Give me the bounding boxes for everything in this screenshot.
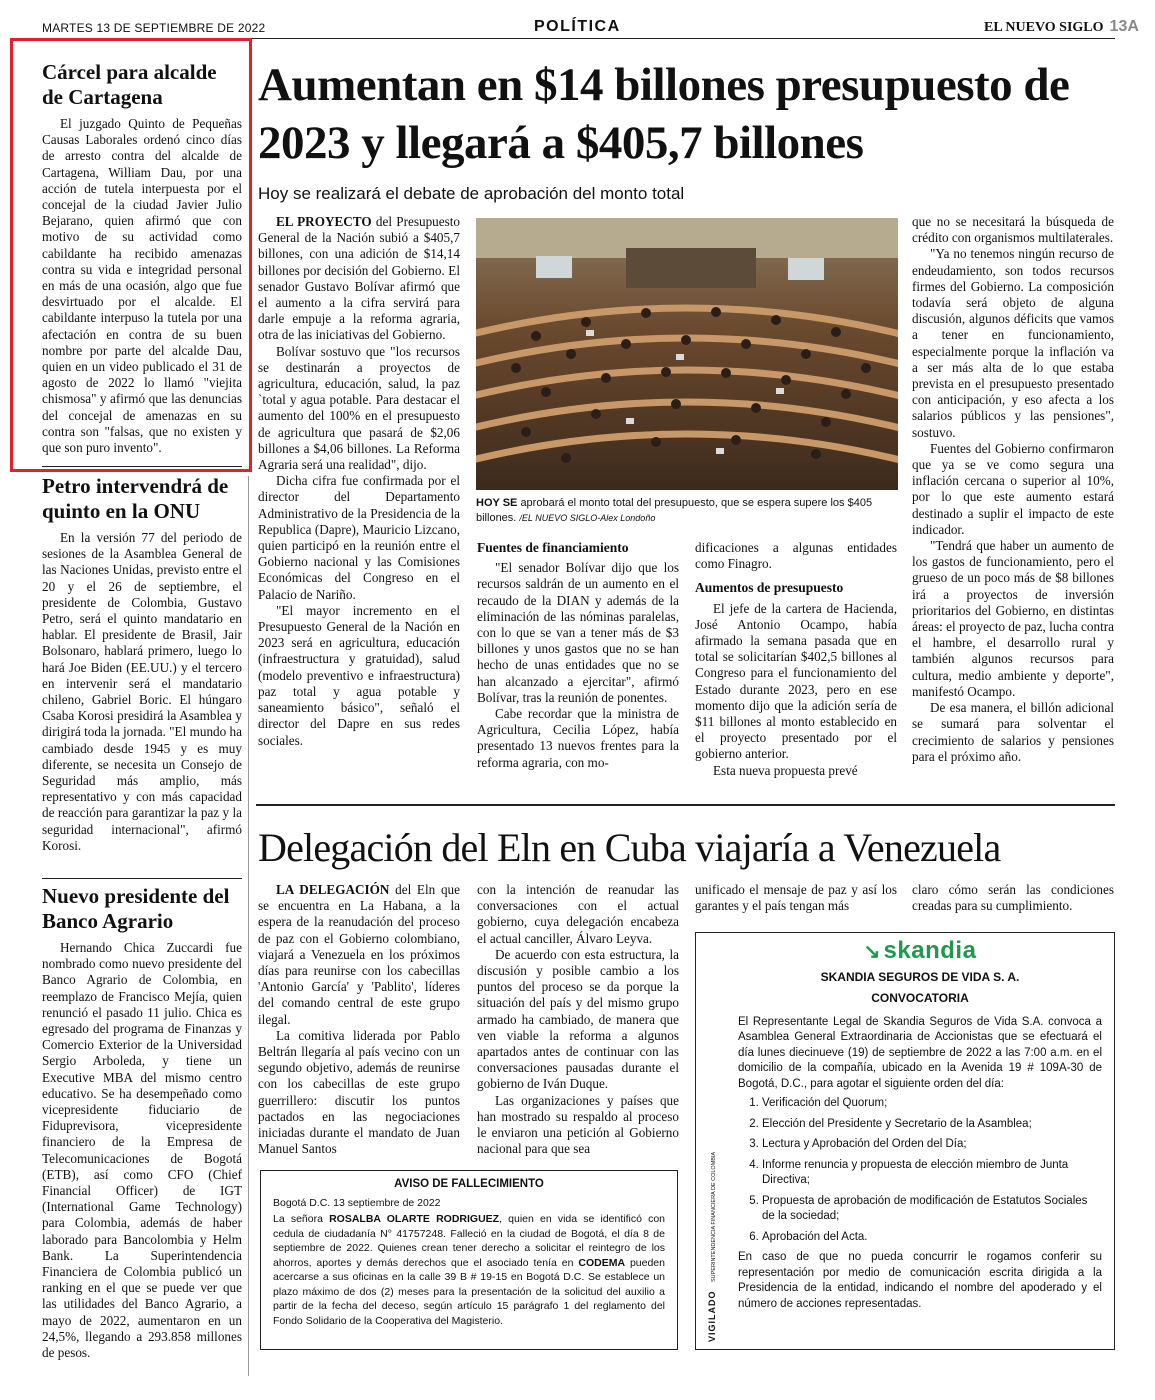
main-col3-p1: El jefe de la cartera de Hacienda, José Antonio Ocampo, había afirmado la semana pasada que en total se solicitarían $402,5 billones al Congreso para el funcionamiento del Estado durante 2023, pero en ese momento dijo que la adición sería de $11 billones al monto establecido en el proyecto presentado por el gobierno anterior. [695,600,897,762]
sidebar-story-3 [42,884,242,1364]
obituary-text-pre: La señora [273,1213,330,1225]
main-subhead: Hoy se realizará el debate de aprobación del monto total [258,184,685,203]
obituary-text [273,1212,665,1328]
main-col1-p4: "El mayor incremento en el Presupuesto General de la Nación en 2023 será en agricultura, educación (infraestructura y gratuidad), salud (modelo preventivo e infraestructura) paz total y agua potable y saneamiento básico", señaló el director del Dapre en sus redes sociales. [258,602,460,748]
ad-company: SKANDIA SEGUROS DE VIDA S. A. [820,969,1020,984]
sidebar-rule-2 [42,878,242,879]
second-col-1 [258,882,460,1158]
ad-agenda-list [738,1096,1102,1245]
second-col1-p2: La comitiva liderada por Pablo Beltrán llegaría al país vecino con un segundo objetivo, además de reunirse con los cabecillas de este grupo guerrillero: discutir los puntos pactados en las negociaciones iniciadas durante el mandato de Juan Manuel Santos [258,1027,460,1157]
obituary-text-post: pueden acercarse a sus oficinas en la calle 39 B # 19-15 en Bogotá D.C. Se establece un plazo máximo de dos (2) meses para la presentación de la solicitud del auxilio a partir de la fecha del deceso, según artículo 15 parágrafo 1 del reglamento del Fondo Solidario de la Cooperativa del Magisterio. [273,1256,665,1327]
sidebar-vertical-rule [248,476,249,1376]
second-col2-p1: De acuerdo con esta estructura, la discusión y posible cambio a los puntos del proceso se da porque la situación del país y del mismo grupo armado ha cambiado, de manera que ven viable la reforma a algunos apartados antes de continuar con las conversaciones pausadas durante el gobierno de Iván Duque. [477,946,679,1092]
main-col-3 [695,540,897,800]
main-col4-p1: "Ya no tenemos ningún recurso de endeudamiento, son todos recursos firmes del Gobierno. La composición todavía será objeto de alguna discusión, algunos déficits que vamos a tener en funcionamiento, especialmente porque la inflación va a ser más alta de lo que estaba prevista en el presupuesto presentado con anticipación, y eso afecta a los salarios públicos y las pensiones", sostuvo. [912,246,1114,440]
second-col2-start: con la intención de reanudar las conversaciones con el actual gobierno, cuya delegación encabeza el actual canciller, Álvaro Leyva. [477,882,679,946]
header-date: MARTES 13 DE SEPTIEMBRE DE 2022 [42,21,266,35]
sidebar-body-1: El juzgado Quinto de Pequeñas Causas Laborales ordenó cinco días de arresto contra del alcalde de Cartagena, William Dau, por una acción de tutela interpuesta por el concejal de la ciudad Javier Julio Bejarano, quien afirmó que con motivo de su actividad como cabildante ha recibido amenazas contra su vida e integridad personal en más de una ocasión, algo que fue desvirtuado por el alcalde. El cabildante interpuso la tutela por una afectación en contra de su buen nombre por parte del alcalde Dau, quien en un video publicado el 31 de agosto de 2022 lo llamó "viejita chismosa" y afirmó que las denuncias del concejal de amenazas en su contra son "falsas, que no existen y que son puro invento". [42,116,242,456]
main-lead-caps: EL PROYECTO [276,214,372,229]
obituary-date: Bogotá D.C. 13 septiembre de 2022 [273,1196,441,1209]
second-col-2 [477,882,679,1158]
second-col-4 [912,882,1114,922]
skandia-logo-icon: ↘ [863,941,881,963]
sidebar-title-1: Cárcel para alcalde de Cartagena [42,60,217,109]
skandia-logo-text: skandia [883,937,977,964]
main-col1-p1: del Presupuesto General de la Nación subió a $405,7 billones, con una adición de $14,14 billones por decisión del Gobierno. El senador Gustavo Bolívar afirmó que el aumento a la cifra servirá para darle empuje a la reforma agraria, otra de las iniciativas del Gobierno. [258,214,460,343]
header-paper: EL NUEVO SIGLO [984,20,1104,35]
second-headline: Delegación del Eln en Cuba viajaría a Venezuela [258,825,1001,870]
obituary-title: AVISO DE FALLECIMIENTO [394,1178,544,1190]
sidebar-story-1 [42,60,242,460]
ad-item: 5. Propuesta de aprobación de modificación de Estatutos Sociales de la sociedad; [762,1194,1102,1225]
photo-caption [476,496,896,526]
sidebar-body-3: Hernando Chica Zuccardi fue nombrado como nuevo presidente del Banco Agrario de Colombia, en reemplazo de Francisco Mejía, quien renunció el pasado 11 julio. Chica es egresado del programa de Finanzas y Comercio Exterior de la Universidad Sergio Arboleda, y tiene un Executive MBA del mismo centro educativo. Se ha desempeñado como vicepresidente fiduciario de Fiduprevisora, vicepresidente financiero de la Empresa de Telecomunicaciones de Bogotá (ETB), así como CFO (Chief Financial Officer) de IGT (International Game Technology) para Colombia, además de haber laborado para Bancolombia y Helm Bank. La Superintendencia Financiera de Colombia publicó un ranking en el que se puede ver que las utilidades del Banco Agrario, a mayo de 2022, aumentaron en un 24,5%, llegando a 293.858 millones de pesos. [42,940,242,1361]
main-col3-start: dificaciones a algunas entidades como Finagro. [695,540,897,572]
obituary-box [260,1170,678,1350]
sidebar-rule-1 [42,466,242,467]
header-masthead [984,18,1139,36]
main-col4-start: que no se necesitará la búsqueda de crédito con organismos multilaterales. [912,214,1114,246]
obituary-org: CODEMA [578,1256,626,1269]
main-headline: Aumentan en $14 billones presupuesto de 2023 y llegará a $405,7 billones [258,59,1070,169]
second-col3-start: unificado el mensaje de paz y así los garantes y el país tengan más [695,882,897,914]
sidebar-title-3: Nuevo presidente del Banco Agrario [42,884,230,933]
sidebar-body-2: En la versión 77 del periodo de sesiones de la Asamblea General de las Naciones Unidas, previsto entre el 20 y el 26 de septiembre, el presidente de Colombia, Gustavo Petro, será el quinto mandatario en hablar. El presidente de Brasil, Jair Bolsonaro, hablará primero, luego lo hará Joe Biden (EE.UU.) y el tercero en intervenir será el mandatario chileno, Gabriel Boric. El húngaro Csaba Korosi presidirá la Asamblea y dirigirá toda la jornada. "El mundo ha cambiado desde 1945 y es muy diferente, se necesita un Consejo de Seguridad más amplio, más representativo y con más capacidad de reacción para garantizar la paz y la seguridad internacional", afirmó Korosi. [42,530,242,853]
header-page: 13A [1109,18,1139,35]
sidebar-title-2: Petro intervendrá de quinto en la ONU [42,474,229,523]
obituary-text-mid: , quien en vida se identificó con cedula de ciudadanía N° 41757248. Falleció en la ciudad de Bogotá, el día 8 de septiembre de 2022. Quienes crean tener derecho a solicitar el reintegro de los ahorros, aportes y demás derechos que el asociado tenía en [273,1213,666,1269]
main-col1-p3: Dicha cifra fue confirmada por el director del Departamento Administrativo de la Presidencia de la Republica (Dapre), Mauricio Lizcano, quien participó en la reunión entre el Gobierno nacional y las Comisiones Económicas del Congreso en el Palacio de Nariño. [258,473,460,602]
ad-closing: En caso de que no pueda concurrir le rogamos conferir su representación por medio de comunicación escrita dirigida a la Presidencia de la entidad, indicando el nombre del apoderado y el número de acciones representadas. [738,1251,1102,1310]
main-col2-p1: "El senador Bolívar dijo que los recursos saldrán de un aumento en el recaudo de la DIAN y además de la eliminación de las nóminas paralelas, con lo que se van a tener más de $3 billones y unos gastos que no se han hecho de unas entidades que no se han alcanzado a ejercitar", afirmó Bolívar, tras la reunión de ponentes. [477,560,679,705]
header-section: POLÍTICA [534,18,621,35]
vigilado-text: VIGILADO [707,1290,717,1342]
main-col-4 [912,214,1114,794]
ad-item: 4. Informe renuncia y propuesta de elección miembro de Junta Directiva; [762,1158,1102,1189]
main-col1-p2: Bolívar sostuvo que "los recursos se destinarán a proyectos de agricultura, educación, salud, la paz `total y agua potable. Para destacar el aumento del 100% en el presupuesto de agricultura que pasará de $2,06 billones a $4,06 billones. La Reforma Agraria será una realidad", dijo. [258,343,460,473]
section-divider [256,804,1115,806]
main-col-1 [258,214,460,794]
main-col4-p4: De esa manera, el billón adicional se sumará para solventar el crecimiento de salarios y pensiones para el próximo año. [912,700,1114,764]
main-col3-p2: Esta nueva propuesta prevé [713,762,858,778]
main-col4-p3: "Tendrá que haber un aumento de los gastos de funcionamiento, pero el grueso de un poco más de $8 billones irá a proyectos de inversión prioritarios del Gobierno, en distintas áreas: el proyecto de paz, lucha contra el hambre, el desarrollo rural y también algunos recursos para cultura, medio ambiente y deporte", manifestó Ocampo. [912,538,1114,699]
main-col2-p2: Cabe recordar que la ministra de Agricultura, Cecilia López, había presentado 13 nuevos frentes para la reforma agraria, con mo- [477,706,679,770]
second-lead-caps: LA DELEGACIÓN [276,882,390,897]
ad-item: 1. Verificación del Quorum; [762,1096,1102,1112]
photo-caption-bold: HOY SE [476,497,518,509]
sidebar-story-2 [42,474,242,866]
ad-item: 3. Lectura y Aprobación del Orden del Día; [762,1137,1102,1153]
obituary-name: ROSALBA OLARTE RODRIGUEZ [329,1213,500,1225]
main-col-2 [477,540,679,800]
ad-item: 6. Aprobación del Acta. [762,1230,1102,1246]
ad-title: CONVOCATORIA [871,991,969,1005]
subhead-aumentos: Aumentos de presupuesto [695,580,844,596]
photo-caption-text: aprobará el monto total del presupuesto, que se espera supere los $405 billones. [476,497,873,524]
ad-intro: El Representante Legal de Skandia Seguros de Vida S.A. convoca a Asamblea General Extraordinaria de Accionistas que se efectuará el día lunes diecinueve (19) de septiembre de 2022 a las 7:00 a.m. en el domicilio de la compañía, ubicado en la Avenida 19 # 109A-30 de Bogotá, D.C., para agotar el siguiente orden del día: [738,1015,1102,1090]
skandia-logo [738,937,1102,964]
vigilado-entity: SUPERINTENDENCIA FINANCIERA DE COLOMBIA [711,1151,717,1283]
congress-photo-icon [476,218,898,490]
main-col4-p2: Fuentes del Gobierno confirmaron que ya se ve como segura una inflación cercana o superior al 10%, por lo que este aumento estará destinado a suplir el impacto de este indicador. [912,440,1114,537]
photo-credit: /EL NUEVO SIGLO-Alex Londoño [519,513,656,523]
second-col1-p1: del Eln que se encuentra en La Habana, a la espera de la reanudación del proceso de paz con el Gobierno colombiano, viajará a Venezuela en los próximos días para reunirse con los cabecillas 'Antonio García' y 'Pablito', líderes del comando central de este grupo ilegal. [258,882,460,1027]
skandia-ad [695,932,1115,1350]
vigilado-stamp [702,1151,724,1342]
subhead-financiamiento: Fuentes de financiamiento [477,540,629,555]
main-photo [476,218,898,490]
second-col2-p2: Las organizaciones y países que han mostrado su respaldo al proceso le enviaron una petición al Gobierno nacional para que sea [477,1092,679,1157]
ad-item: 2. Elección del Presidente y Secretario de la Asamblea; [762,1117,1102,1133]
second-col-3 [695,882,897,922]
second-col4-start: claro cómo serán las condiciones creadas para su cumplimiento. [912,882,1114,914]
